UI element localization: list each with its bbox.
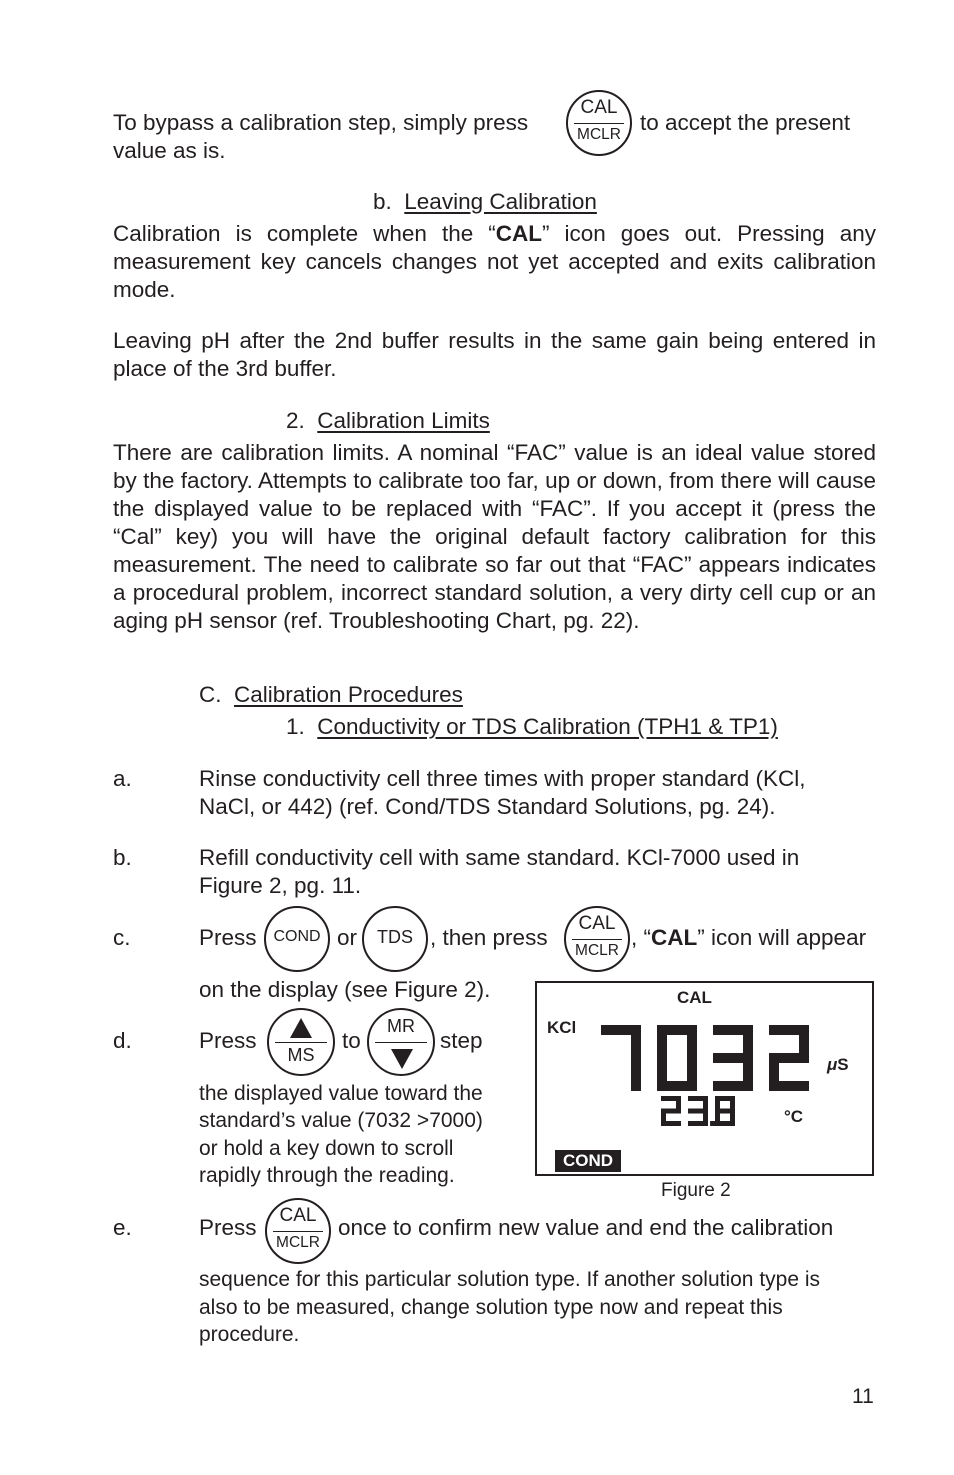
- key-label-cal: CAL: [578, 913, 616, 934]
- step-d-label: d.: [113, 1028, 132, 1053]
- page-number: 11: [852, 1385, 874, 1408]
- step-a-line-1: Rinse conductivity cell three times with proper standard (KCl,: [199, 766, 806, 791]
- step-e-label: e.: [113, 1215, 132, 1240]
- leaving-p1-bold: CAL: [495, 221, 542, 246]
- step-c-after-text: ” icon will appear: [697, 925, 867, 950]
- conductivity-subheading-num: 1.: [286, 714, 305, 739]
- limits-paragraph: There are calibration limits. A nominal “FAC” value is an ideal value stored by the factory. Attempts to calibrate too far, up or down, from there will cause the displayed value to be replaced with “FAC”. If you accept it (press the “Cal” key) you will have the original default factory calibration for this measurement. The need to calibrate so far out that “FAC” appears indicates a procedural problem, incorrect standard solution, a very dirty cell cup or an aging pH sensor (ref. Troubleshooting Chart, pg. 22).: [113, 440, 876, 633]
- step-c-press: Press: [199, 925, 257, 950]
- key-divider: [375, 1042, 427, 1043]
- step-c-or: or: [337, 925, 358, 950]
- step-a-label: a.: [113, 766, 132, 791]
- lcd-segment: [657, 1025, 667, 1058]
- lcd-segment: [769, 1081, 809, 1091]
- lcd-cal-indicator: CAL: [677, 988, 712, 1007]
- limits-heading: [286, 407, 490, 435]
- limits-heading-num: 2.: [286, 408, 305, 433]
- step-e-line-4: procedure.: [199, 1323, 300, 1346]
- key-label-ms: MS: [287, 1045, 315, 1065]
- step-d-step: step: [440, 1028, 483, 1053]
- conductivity-subheading: [286, 713, 778, 741]
- step-b-line-1: Refill conductivity cell with same standard. KCl-7000 used in: [199, 845, 800, 870]
- lcd-decimal-point: [710, 1121, 715, 1126]
- conductivity-subheading-text: Conductivity or TDS Calibration (TPH1 & TP1): [317, 714, 778, 739]
- lcd-cond-mode-badge: COND: [555, 1150, 621, 1172]
- intro-text-before: To bypass a calibration step, simply press: [113, 110, 529, 135]
- step-c-bold: CAL: [651, 925, 698, 950]
- mr-down-key-icon: [367, 1008, 435, 1076]
- step-d-line-4: or hold a key down to scroll: [199, 1137, 454, 1160]
- lcd-segment: [657, 1058, 667, 1091]
- procedures-heading-text: Calibration Procedures: [234, 682, 463, 707]
- key-divider: [273, 1231, 323, 1232]
- lcd-segment: [631, 1025, 641, 1058]
- key-label-cal: CAL: [580, 97, 618, 118]
- lcd-main-reading: [601, 1025, 813, 1095]
- lcd-temperature-reading: [661, 1096, 745, 1130]
- step-c-label: c.: [113, 925, 131, 950]
- lcd-display-figure: [535, 981, 874, 1176]
- key-label-cal: CAL: [279, 1205, 317, 1226]
- step-e-after: once to confirm new value and end the calibration: [338, 1215, 834, 1240]
- key-label-cond: COND: [273, 928, 321, 945]
- step-d-to: to: [342, 1028, 361, 1053]
- key-label-mclr: MCLR: [276, 1234, 320, 1251]
- leaving-p1-before: Calibration is complete when the “: [113, 221, 496, 246]
- intro-text-after: to accept the present: [640, 110, 851, 135]
- cond-key-icon: [264, 906, 330, 972]
- limits-heading-text: Calibration Limits: [317, 408, 490, 433]
- step-d-line-5: rapidly through the reading.: [199, 1164, 455, 1187]
- step-d-line-2: the displayed value toward the: [199, 1082, 483, 1105]
- lcd-unit-mu: μ: [827, 1055, 838, 1074]
- step-c-then: , then press: [430, 925, 548, 950]
- lcd-segment: [631, 1058, 641, 1091]
- procedures-heading: [199, 681, 463, 709]
- leaving-heading-num: b.: [373, 189, 392, 214]
- leaving-paragraph-2: Leaving pH after the 2nd buffer results in the same gain being entered in place of the 3rd buffer.: [113, 328, 876, 381]
- key-divider: [275, 1042, 327, 1043]
- step-c-line-2: on the display (see Figure 2).: [199, 977, 491, 1002]
- key-divider: [574, 123, 624, 124]
- step-e-line-2: sequence for this particular solution type. If another solution type is: [199, 1268, 821, 1291]
- step-c-after: [631, 924, 866, 952]
- lcd-segment: [661, 1121, 681, 1126]
- key-label-mclr: MCLR: [575, 942, 619, 959]
- lcd-segment: [688, 1121, 708, 1126]
- lcd-unit-s: S: [837, 1055, 849, 1074]
- up-ms-key-icon: [267, 1008, 335, 1076]
- step-d-line-3: standard’s value (7032 >7000): [199, 1109, 483, 1132]
- intro-line-2: value as is.: [113, 138, 226, 163]
- leaving-paragraph-1: [113, 220, 876, 304]
- cal-mclr-key-icon: [566, 90, 632, 156]
- step-c-comma-quote: , “: [631, 925, 651, 950]
- procedures-heading-num: C.: [199, 682, 222, 707]
- step-b-label: b.: [113, 845, 132, 870]
- lcd-segment: [687, 1025, 697, 1058]
- key-label-tds: TDS: [377, 927, 413, 947]
- cal-mclr-key-icon: [564, 906, 630, 972]
- step-e-line-3: also to be measured, change solution type now and repeat this: [199, 1296, 783, 1319]
- arrow-up-icon: [289, 1017, 313, 1039]
- step-a-line-2: NaCl, or 442) (ref. Cond/TDS Standard Solutions, pg. 24).: [199, 794, 776, 819]
- lcd-segment: [715, 1109, 735, 1114]
- leaving-heading: [373, 188, 597, 216]
- key-label-mclr: MCLR: [577, 126, 621, 143]
- arrow-down-icon: [390, 1048, 414, 1070]
- step-d-press: Press: [199, 1028, 257, 1053]
- leaving-heading-text: Leaving Calibration: [404, 189, 597, 214]
- cal-mclr-key-icon: [265, 1198, 331, 1264]
- tds-key-icon: [362, 906, 428, 972]
- lcd-temp-unit: °C: [784, 1107, 804, 1126]
- lcd-segment: [713, 1081, 753, 1091]
- step-e-press: Press: [199, 1215, 257, 1240]
- leaving-p1-after: ” icon goes out. Pressing any measurement key cancels changes not yet accepted and exits calibration mode.: [113, 221, 876, 302]
- figure-caption: Figure 2: [661, 1180, 731, 1201]
- step-b-line-2: Figure 2, pg. 11.: [199, 873, 362, 898]
- lcd-unit: [827, 1055, 849, 1075]
- key-divider: [572, 939, 622, 940]
- key-label-mr: MR: [387, 1016, 415, 1036]
- intro-line-1: [113, 109, 528, 137]
- lcd-kcl-indicator: KCl: [547, 1018, 577, 1037]
